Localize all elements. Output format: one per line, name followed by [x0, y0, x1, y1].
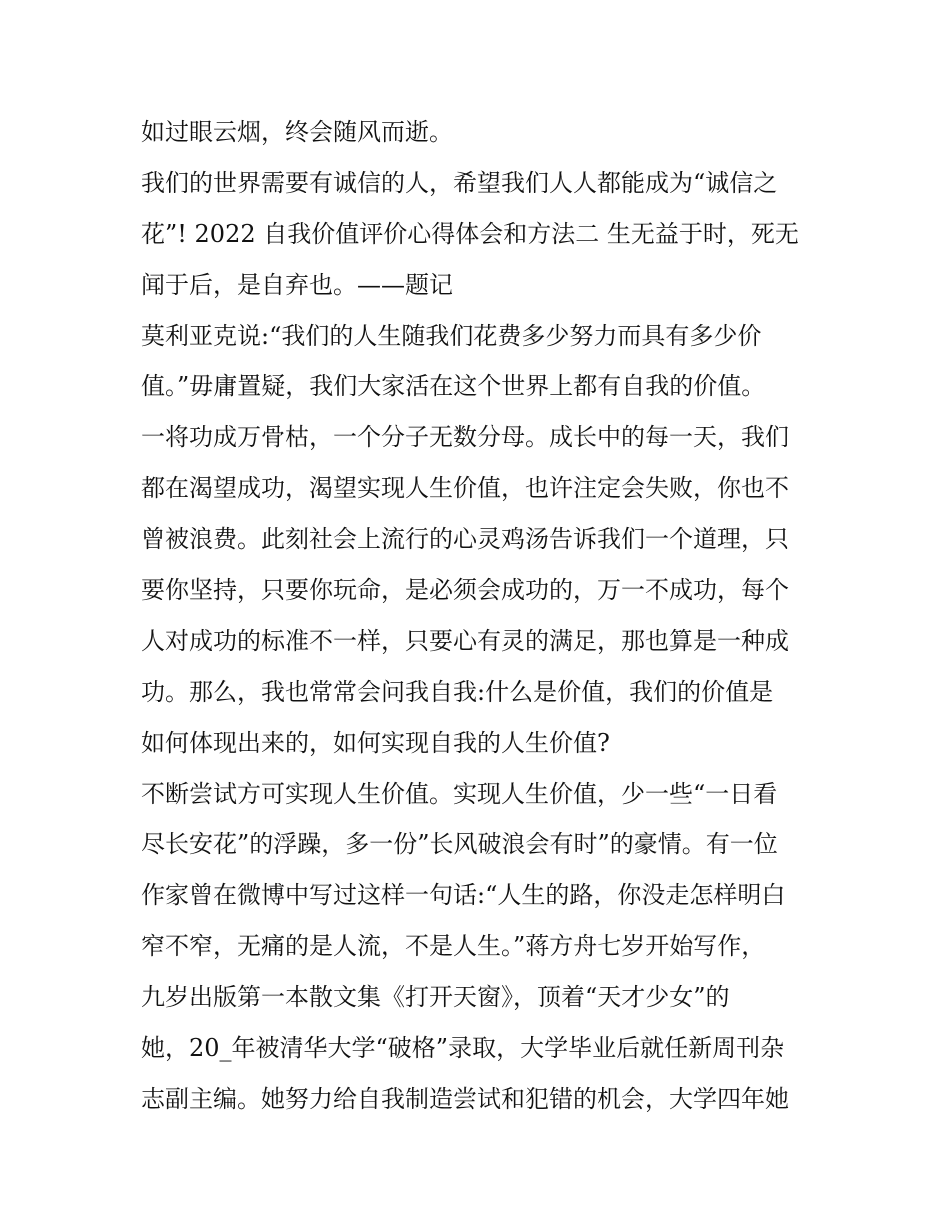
- text-line: 窄不窄，无痛的是人流，不是人生。”蒋方舟七岁开始写作，: [141, 932, 766, 961]
- text-line: 花”! 2022 自我价值评价心得体会和方法二 生无益于时，死无: [141, 219, 799, 248]
- text-line: 要你坚持，只要你玩命，是必须会成功的，万一不成功，每个: [141, 576, 789, 605]
- text-line: 她，20_年被清华大学“破格”录取，大学毕业后就任新周刊杂: [141, 1034, 785, 1063]
- text-line: 人对成功的标准不一样，只要心有灵的满足，那也算是一种成: [141, 626, 789, 655]
- text-line: 一将功成万骨枯，一个分子无数分母。成长中的每一天，我们: [141, 423, 789, 452]
- text-line: 九岁出版第一本散文集《打开天窗》，顶着“天才少女”的: [141, 983, 730, 1012]
- text-line: 志副主编。她努力给自我制造尝试和犯错的机会，大学四年她: [141, 1084, 789, 1113]
- text-line: 功。那么，我也常常会问我自我:什么是价值，我们的价值是: [141, 677, 774, 706]
- document-body-text: [141, 107, 821, 1125]
- text-line: 作家曾在微博中写过这样一句话:“人生的路，你没走怎样明白: [141, 881, 786, 910]
- text-line: 尽长安花”的浮躁，多一份”长风破浪会有时”的豪情。有一位: [141, 830, 778, 859]
- text-line: 如过眼云烟，终会随风而逝。: [141, 118, 453, 146]
- text-line: 值。”毋庸置疑，我们大家活在这个世界上都有自我的价值。: [141, 372, 766, 401]
- text-line: 闻于后，是自弃也。——题记: [141, 270, 453, 299]
- text-line: 莫利亚克说:“我们的人生随我们花费多少努力而具有多少价: [141, 321, 762, 350]
- text-line: 曾被浪费。此刻社会上流行的心灵鸡汤告诉我们一个道理，只: [141, 525, 789, 554]
- text-line: 如何体现出来的，如何实现自我的人生价值?: [141, 728, 610, 757]
- text-line: 都在渴望成功，渴望实现人生价值，也许注定会失败，你也不: [141, 474, 789, 503]
- text-line: 我们的世界需要有诚信的人，希望我们人人都能成为“诚信之: [141, 168, 778, 197]
- text-line: 不断尝试方可实现人生价值。实现人生价值，少一些“一日看: [141, 779, 778, 808]
